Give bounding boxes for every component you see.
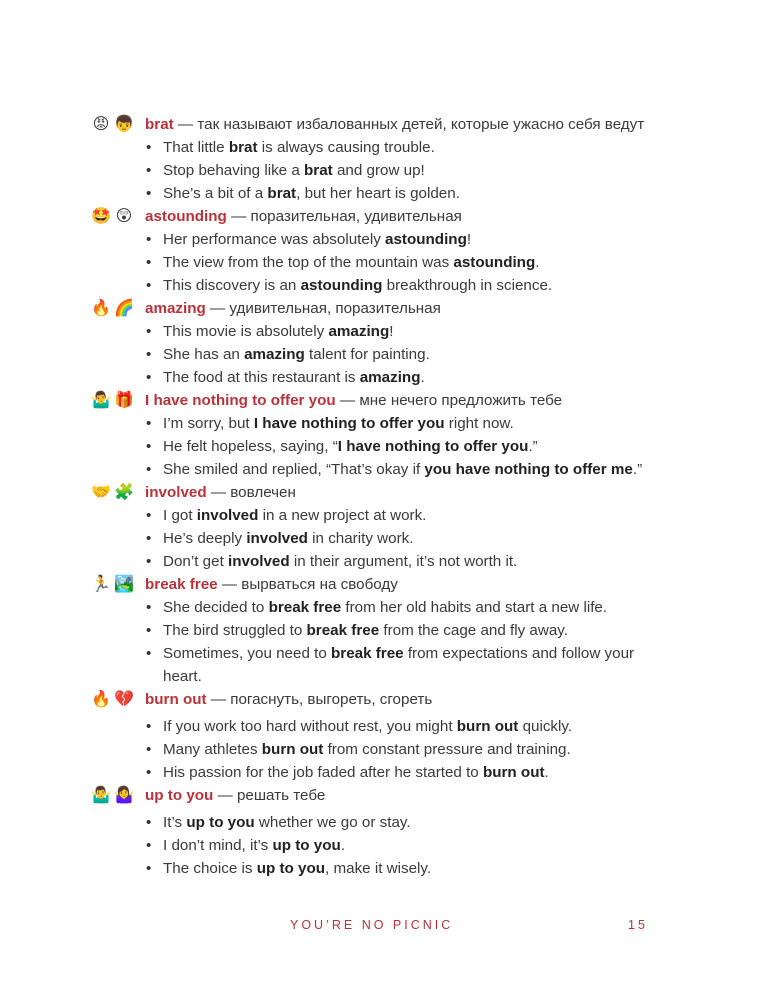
example-sentence xyxy=(145,458,670,481)
entry-heading xyxy=(90,573,670,596)
highlighted-term: break free xyxy=(306,622,380,639)
entry-heading xyxy=(90,688,670,711)
sentence-text: That little xyxy=(163,139,229,156)
vocab-entry xyxy=(90,389,670,481)
vocab-entry xyxy=(90,784,670,880)
highlighted-term: I have nothing to offer you xyxy=(253,415,445,432)
example-sentence xyxy=(145,136,670,159)
sentence-text: She has an xyxy=(163,346,245,363)
em-dash: — xyxy=(206,691,231,708)
example-sentence xyxy=(145,435,670,458)
sentence-text: I don’t mind, it’s xyxy=(163,837,273,854)
highlighted-term: up to you xyxy=(186,814,255,831)
highlighted-term: burn out xyxy=(456,718,519,735)
example-sentence xyxy=(145,550,670,573)
example-sentence xyxy=(145,182,670,205)
example-sentence xyxy=(145,366,670,389)
example-sentence xyxy=(145,527,670,550)
sentence-text: in a new project at work. xyxy=(258,507,427,524)
example-sentence xyxy=(145,761,670,784)
sentence-text: . xyxy=(420,369,425,386)
highlighted-term: amazing xyxy=(328,323,390,340)
entry-term: astounding xyxy=(145,208,227,225)
sentence-text: and grow up! xyxy=(332,162,425,179)
entry-translation: поразительная, удивительная xyxy=(250,208,462,225)
emoji-icon: 🔥 xyxy=(91,299,111,317)
highlighted-term: brat xyxy=(304,162,333,179)
page-footer xyxy=(0,918,759,938)
em-dash: — xyxy=(205,300,230,317)
sentence-text: from expectations and follow your heart. xyxy=(163,645,635,685)
em-dash: — xyxy=(217,576,242,593)
sentence-text: The bird struggled to xyxy=(163,622,307,639)
sentence-text: , make it wisely. xyxy=(325,860,432,877)
emoji-icon: 🌈 xyxy=(114,299,134,317)
sentence-text: ! xyxy=(466,231,472,248)
emoji-group xyxy=(90,485,145,501)
example-sentence xyxy=(145,857,670,880)
em-dash: — xyxy=(226,208,251,225)
example-sentence xyxy=(145,504,670,527)
sentence-text: His passion for the job faded after he started to xyxy=(163,764,483,781)
sentence-text: It’s xyxy=(163,814,187,831)
sentence-text: He felt hopeless, saying, “ xyxy=(163,438,338,455)
emoji-icon: 🤷‍♂️ xyxy=(91,391,111,409)
entry-term: up to you xyxy=(145,787,214,804)
emoji-icon: 🤩 xyxy=(91,207,111,225)
highlighted-term: astounding xyxy=(453,254,536,271)
highlighted-term: brat xyxy=(267,185,297,202)
emoji-icon: 😲 xyxy=(115,207,133,225)
example-sentence xyxy=(145,834,670,857)
entry-translation: решать тебе xyxy=(236,787,326,804)
emoji-icon: 😡 xyxy=(92,115,110,133)
entry-term: involved xyxy=(145,484,207,501)
entry-term: break free xyxy=(145,576,218,593)
sentence-text: , but her heart is golden. xyxy=(296,185,460,202)
entry-translation: погаснуть, выгореть, сгореть xyxy=(230,691,433,708)
entry-term: brat xyxy=(145,116,174,133)
entry-translation: удивительная, поразительная xyxy=(229,300,441,317)
vocab-entry xyxy=(90,481,670,573)
highlighted-term: amazing xyxy=(244,346,305,363)
sentence-text: from her old habits and start a new life. xyxy=(341,599,608,616)
example-list xyxy=(90,320,670,389)
vocab-entry xyxy=(90,297,670,389)
example-sentence xyxy=(145,343,670,366)
em-dash: — xyxy=(213,787,237,804)
entry-heading xyxy=(90,481,670,504)
page-number: 15 xyxy=(628,918,648,932)
emoji-icon: 🤷‍♂️ xyxy=(91,786,111,804)
em-dash: — xyxy=(335,392,360,409)
example-list xyxy=(90,715,670,784)
sentence-text: ! xyxy=(389,323,394,340)
sentence-text: I got xyxy=(163,507,197,524)
sentence-text: I’m sorry, but xyxy=(163,415,254,432)
emoji-group xyxy=(90,301,145,317)
vocabulary-list xyxy=(90,113,670,880)
highlighted-term: burn out xyxy=(261,741,324,758)
emoji-icon: 💔 xyxy=(114,690,134,708)
example-sentence xyxy=(145,715,670,738)
emoji-group xyxy=(90,209,145,225)
emoji-group xyxy=(90,692,145,708)
emoji-group xyxy=(90,393,145,409)
sentence-text: She decided to xyxy=(163,599,269,616)
highlighted-term: involved xyxy=(246,530,308,547)
sentence-text: in charity work. xyxy=(307,530,414,547)
highlighted-term: involved xyxy=(228,553,290,570)
sentence-text: Her performance was absolutely xyxy=(163,231,386,248)
emoji-icon: 🔥 xyxy=(91,690,111,708)
vocab-entry xyxy=(90,573,670,688)
sentence-text: whether we go or stay. xyxy=(254,814,411,831)
entry-heading xyxy=(90,205,670,228)
sentence-text: This movie is absolutely xyxy=(163,323,329,340)
emoji-group xyxy=(90,117,145,133)
sentence-text: This discovery is an xyxy=(163,277,301,294)
highlighted-term: brat xyxy=(228,139,258,156)
example-sentence xyxy=(145,228,670,251)
sentence-text: quickly. xyxy=(518,718,573,735)
example-list xyxy=(90,504,670,573)
entry-heading xyxy=(90,389,670,412)
vocab-entry xyxy=(90,205,670,297)
emoji-icon: 🤷‍♀️ xyxy=(114,786,134,804)
example-list xyxy=(90,596,670,688)
example-list xyxy=(90,136,670,205)
example-sentence xyxy=(145,320,670,343)
highlighted-term: astounding xyxy=(300,277,383,294)
sentence-text: from the cage and fly away. xyxy=(379,622,568,639)
entry-term: I have nothing to offer you xyxy=(145,392,336,409)
sentence-text: Stop behaving like a xyxy=(163,162,305,179)
entry-translation: так называют избалованных детей, которые ужасно себя ведут xyxy=(197,116,645,133)
emoji-icon: 👦 xyxy=(114,115,134,133)
emoji-icon: 🏃 xyxy=(91,575,111,593)
sentence-text: The choice is xyxy=(163,860,257,877)
example-list xyxy=(90,811,670,880)
emoji-icon: 🧩 xyxy=(114,483,134,501)
example-sentence xyxy=(145,642,670,688)
entry-translation: вовлечен xyxy=(230,484,296,501)
sentence-text: from constant pressure and training. xyxy=(323,741,571,758)
emoji-icon: 🤝 xyxy=(91,483,111,501)
highlighted-term: astounding xyxy=(385,231,467,248)
sentence-text: If you work too hard without rest, you might xyxy=(163,718,457,735)
highlighted-term: break free xyxy=(331,645,404,662)
example-sentence xyxy=(145,159,670,182)
sentence-text: breakthrough in science. xyxy=(382,277,553,294)
sentence-text: Many athletes xyxy=(163,741,262,758)
highlighted-term: involved xyxy=(196,507,259,524)
running-title: YOU’RE NO PICNIC xyxy=(290,918,454,932)
sentence-text: Sometimes, you need to xyxy=(163,645,331,662)
entry-translation: вырваться на свободу xyxy=(241,576,398,593)
highlighted-term: you have nothing to offer me xyxy=(424,461,633,478)
vocab-entry xyxy=(90,688,670,784)
entry-heading xyxy=(90,297,670,320)
example-sentence xyxy=(145,274,670,297)
example-sentence xyxy=(145,738,670,761)
entry-heading xyxy=(90,113,670,136)
sentence-text: The view from the top of the mountain was xyxy=(163,254,454,271)
sentence-text: . xyxy=(544,764,549,781)
em-dash: — xyxy=(206,484,231,501)
entry-translation: мне нечего предложить тебе xyxy=(359,392,563,409)
example-list xyxy=(90,412,670,481)
em-dash: — xyxy=(173,116,198,133)
highlighted-term: amazing xyxy=(359,369,421,386)
sentence-text: . xyxy=(535,254,540,271)
entry-term: amazing xyxy=(145,300,206,317)
highlighted-term: I have nothing to offer you xyxy=(337,438,529,455)
highlighted-term: break free xyxy=(268,599,342,616)
sentence-text: She’s a bit of a xyxy=(163,185,268,202)
emoji-group xyxy=(90,577,145,593)
sentence-text: is always causing trouble. xyxy=(257,139,435,156)
highlighted-term: up to you xyxy=(272,837,341,854)
vocab-entry xyxy=(90,113,670,205)
sentence-text: She smiled and replied, “That’s okay if xyxy=(163,461,425,478)
highlighted-term: burn out xyxy=(482,764,545,781)
sentence-text: in their argument, it’s not worth it. xyxy=(289,553,518,570)
sentence-text: Don’t get xyxy=(163,553,229,570)
sentence-text: .” xyxy=(632,461,643,478)
sentence-text: The food at this restaurant is xyxy=(163,369,360,386)
example-sentence xyxy=(145,412,670,435)
emoji-icon: 🏞️ xyxy=(114,575,134,593)
sentence-text: He’s deeply xyxy=(163,530,247,547)
entry-heading xyxy=(90,784,670,807)
sentence-text: .” xyxy=(528,438,538,455)
example-sentence xyxy=(145,251,670,274)
sentence-text: . xyxy=(340,837,346,854)
emoji-icon: 🎁 xyxy=(114,391,134,409)
example-list xyxy=(90,228,670,297)
sentence-text: talent for painting. xyxy=(304,346,430,363)
example-sentence xyxy=(145,596,670,619)
example-sentence xyxy=(145,811,670,834)
highlighted-term: up to you xyxy=(256,860,326,877)
emoji-group xyxy=(90,788,145,804)
example-sentence xyxy=(145,619,670,642)
sentence-text: right now. xyxy=(444,415,514,432)
entry-term: burn out xyxy=(145,691,207,708)
